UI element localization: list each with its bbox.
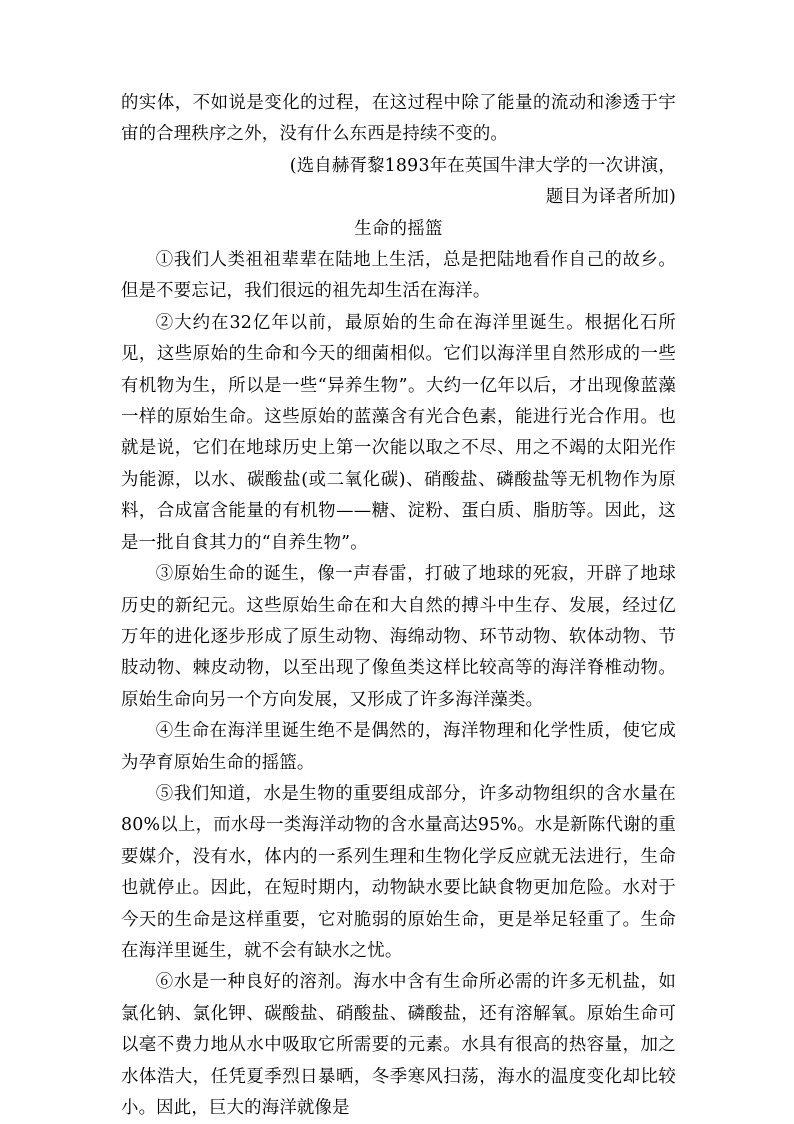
paragraph-2: ②大约在32亿年以前，最原始的生命在海洋里诞生。根据化石所见，这些原始的生命和今天的细菌相似。它们以海洋里自然形成的一些有机物为生，所以是一些“异养生物”。大约一亿年以后，才出现像蓝藻一样的原始生命。这些原始的蓝藻含有光合色素，能进行光合作用。也就是说，它们在地球历史上第一次能以取之不尽、用之不竭的太阳光作为能源，以水、碳酸盐(或二氧化碳)、硝酸盐、磷酸盐等无机物作为原料，合成富含能量的有机物——糖、淀粉、蛋白质、脂肪等。因此，这是一批自食其力的“自养生物”。 xyxy=(121,312,676,553)
paragraph-1: ①我们人类祖祖辈辈在陆地上生活，总是把陆地看作自己的故乡。但是不要忘记，我们很远的祖先却生活在海洋。 xyxy=(121,250,676,302)
intro-paragraph: 的实体，不如说是变化的过程，在这过程中除了能量的流动和渗透于宇宙的合理秩序之外，没有什么东西是持续不变的。 xyxy=(121,93,676,145)
paragraph-5: ⑤我们知道，水是生物的重要组成部分，许多动物组织的含水量在80%以上，而水母一类海洋动物的含水量高达95%。水是新陈代谢的重要媒介，没有水，体内的一系列生理和生物化学反应就无法进行，生命也就停止。因此，在短时期内，动物缺水要比缺食物更加危险。水对于今天的生命是这样重要，它对脆弱的原始生命，更是举足轻重了。生命在海洋里诞生，就不会有缺水之忧。 xyxy=(121,783,676,961)
document-body xyxy=(121,88,676,1124)
paragraph-4: ④生命在海洋里诞生绝不是偶然的，海洋物理和化学性质，使它成为孕育原始生命的摇篮。 xyxy=(121,721,676,773)
paragraph-3: ③原始生命的诞生，像一声春雷，打破了地球的死寂，开辟了地球历史的新纪元。这些原始生命在和大自然的搏斗中生存、发展，经过亿万年的进化逐步形成了原生动物、海绵动物、环节动物、软体动物、节肢动物、棘皮动物，以至出现了像鱼类这样比较高等的海洋脊椎动物。原始生命向另一个方向发展，又形成了许多海洋藻类。 xyxy=(121,564,676,710)
source-line-2: 题目为译者所加) xyxy=(545,187,676,208)
paragraph-6: ⑥水是一种良好的溶剂。海水中含有生命所必需的许多无机盐，如氯化钠、氯化钾、碳酸盐、硝酸盐、磷酸盐，还有溶解氧。原始生命可以毫不费力地从水中吸取它所需要的元素。水具有很高的热容量，加之水体浩大，任凭夏季烈日暴晒，冬季寒风扫荡，海水的温度变化却比较小。因此，巨大的海洋就像是 xyxy=(121,972,676,1118)
source-line-1: (选自赫胥黎1893年在英国牛津大学的一次讲演， xyxy=(289,155,676,176)
article-title: 生命的摇篮 xyxy=(354,218,443,239)
